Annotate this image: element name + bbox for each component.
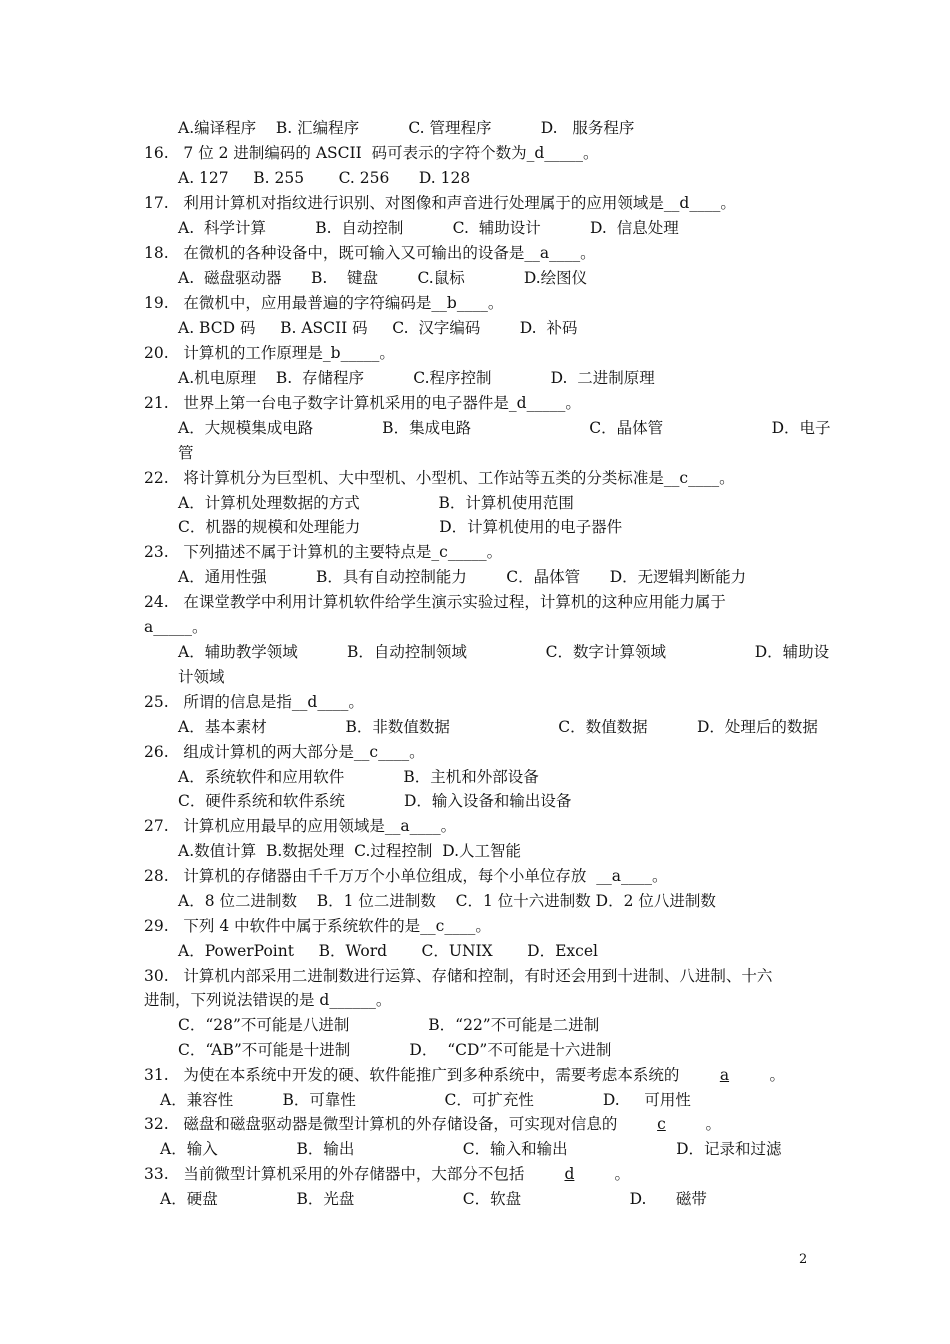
q30-text: 30. 计算机内部采用二进制数进行运算、存储和控制，有时还会用到十进制、八进制、十六 [144, 967, 773, 985]
q19-text: 19. 在微机中，应用最普遍的字符编码是__b____。 [144, 294, 504, 312]
q31-answer: a [719, 1066, 730, 1084]
q32-answer: c [657, 1115, 666, 1133]
q18-text: 18. 在微机的各种设备中，既可输入又可输出的设备是__a____。 [144, 244, 596, 262]
q31-options: A．兼容性 B．可靠性 C．可扩充性 D. 可用性 [160, 1091, 691, 1109]
q26-options-row1: A．系统软件和应用软件 B．主机和外部设备 [178, 768, 539, 786]
q15-options: A.编译程序 B. 汇编程序 C. 管理程序 D. 服务程序 [178, 119, 635, 137]
page-number: 2 [799, 1252, 808, 1267]
q23-options: A．通用性强 B．具有自动控制能力 C．晶体管 D．无逻辑判断能力 [178, 568, 747, 586]
q33-text: 33. 当前微型计算机采用的外存储器中，大部分不包括 d 。 [144, 1165, 630, 1183]
q24-text: 24. 在课堂教学中利用计算机软件给学生演示实验过程，计算机的这种应用能力属于 [144, 593, 726, 611]
q27-text: 27. 计算机应用最早的应用领域是__a____。 [144, 817, 457, 835]
q16-options: A. 127 B. 255 C. 256 D. 128 [178, 169, 471, 187]
q22-options-row1: A．计算机处理数据的方式 B．计算机使用范围 [178, 494, 574, 512]
q17-options: A. 科学计算 B. 自动控制 C. 辅助设计 D. 信息处理 [178, 219, 679, 237]
q25-options: A．基本素材 B．非数值数据 C．数值数据 D．处理后的数据 [178, 718, 818, 736]
q30-options-row1: C．“28”不可能是八进制 B．“22”不可能是二进制 [178, 1016, 600, 1034]
q30-options-row2: C．“AB”不可能是十进制 D． “CD”不可能是十六进制 [178, 1041, 612, 1059]
q27-options: A.数值计算 B.数据处理 C.过程控制 D.人工智能 [178, 842, 522, 860]
q28-text: 28. 计算机的存储器由千千万万个小单位组成，每个小单位存放 __a____。 [144, 867, 668, 885]
q29-options: A．PowerPoint B．Word C．UNIX D．Excel [178, 942, 598, 960]
q24-options-wrap: 计领域 [178, 668, 225, 686]
q19-options: A. BCD 码 B. ASCII 码 C. 汉字编码 D. 补码 [178, 319, 578, 337]
q33-answer: d [564, 1165, 575, 1183]
q20-options: A.机电原理 B. 存储程序 C.程序控制 D. 二进制原理 [178, 369, 655, 387]
q24-options: A．辅助教学领域 B．自动控制领域 C．数字计算领域 D．辅助设 [178, 643, 830, 661]
q22-text: 22. 将计算机分为巨型机、大中型机、小型机、工作站等五类的分类标准是__c____。 [144, 469, 735, 487]
q17-text: 17. 利用计算机对指纹进行识别、对图像和声音进行处理属于的应用领域是__d____。 [144, 194, 736, 212]
q29-text: 29. 下列 4 中软件中属于系统软件的是__c____。 [144, 917, 491, 935]
q21-options-wrap: 管 [178, 444, 194, 462]
q26-text: 26. 组成计算机的两大部分是__c____。 [144, 743, 425, 761]
q28-options: A．8 位二进制数 B．1 位二进制数 C．1 位十六进制数 D．2 位八进制数 [178, 892, 716, 910]
q26-options-row2: C．硬件系统和软件系统 D．输入设备和输出设备 [178, 792, 572, 810]
q32-text: 32. 磁盘和磁盘驱动器是微型计算机的外存储设备，可实现对信息的 c 。 [144, 1115, 721, 1133]
q24-text-wrap: a_____。 [144, 618, 208, 636]
q23-text: 23. 下列描述不属于计算机的主要特点是_c_____。 [144, 543, 503, 561]
q25-text: 25. 所谓的信息是指__d____。 [144, 693, 364, 711]
q33-options: A．硬盘 B．光盘 C．软盘 D. 磁带 [160, 1190, 707, 1208]
q18-options: A. 磁盘驱动器 B. 键盘 C.鼠标 D.绘图仪 [178, 269, 588, 287]
q31-text: 31. 为使在本系统中开发的硬、软件能推广到多种系统中，需要考虑本系统的 a 。 [144, 1066, 785, 1084]
q21-options: A．大规模集成电路 B．集成电路 C．晶体管 D．电子 [178, 419, 831, 437]
q16-text: 16. 7 位 2 进制编码的 ASCII 码可表示的字符个数为_d_____。 [144, 144, 599, 162]
q21-text: 21. 世界上第一台电子数字计算机采用的电子器件是_d_____。 [144, 394, 581, 412]
q22-options-row2: C．机器的规模和处理能力 D．计算机使用的电子器件 [178, 518, 623, 536]
q30-text-wrap: 进制，下列说法错误的是 d______。 [144, 991, 392, 1009]
q20-text: 20. 计算机的工作原理是_b_____。 [144, 344, 395, 362]
q32-options: A．输入 B．输出 C．输入和输出 D．记录和过滤 [160, 1140, 782, 1158]
